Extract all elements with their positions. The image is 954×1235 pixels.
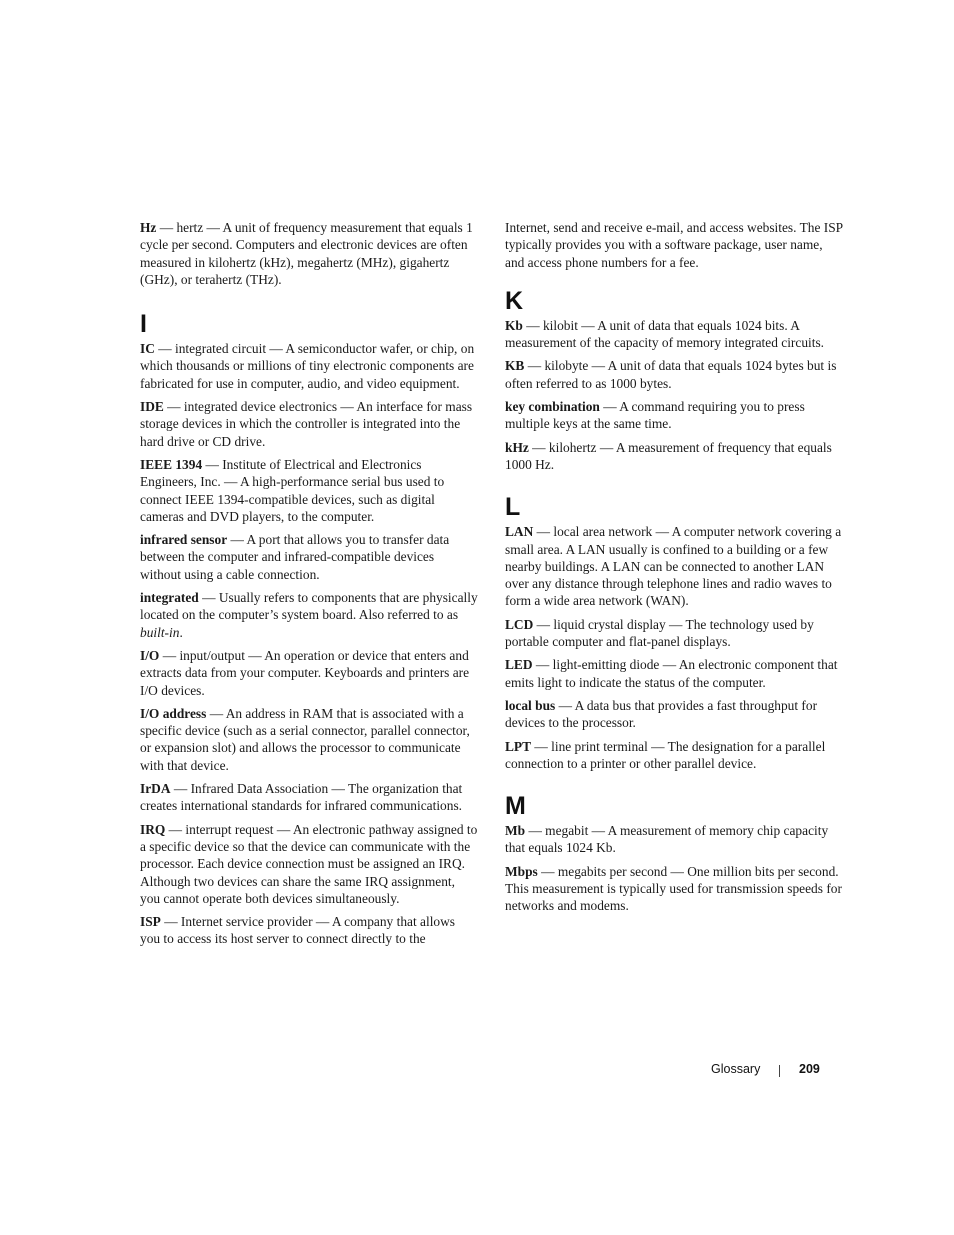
definition: — input/output — An operation or device that enters and extracts data from your computer. Keyboards and printers are I/O devices.: [140, 647, 470, 698]
term: LCD: [505, 616, 534, 632]
term: Kb: [505, 317, 523, 333]
definition: — kilohertz — A measurement of frequency that equals 1000 Hz.: [505, 439, 832, 472]
glossary-entry-led: [505, 656, 843, 691]
glossary-entry-lcd: [505, 616, 843, 651]
glossary-entry-key-combination: [505, 398, 843, 433]
definition: — light-emitting diode — An electronic component that emits light to indicate the status of the computer.: [505, 657, 838, 690]
glossary-entry-integrated: [140, 589, 478, 641]
term: KB: [505, 358, 525, 374]
term: Mb: [505, 823, 526, 839]
definition: — line print terminal — The designation for a parallel connection to a printer or other parallel device.: [505, 738, 826, 771]
glossary-entry-hz: [140, 219, 478, 288]
glossary-entry-mbps: [505, 863, 843, 915]
glossary-entry-io-address: [140, 705, 478, 774]
glossary-entry-irda: [140, 780, 478, 815]
term: Mbps: [505, 863, 538, 879]
definition-end: .: [179, 624, 183, 640]
left-column: [140, 219, 478, 954]
definition: — hertz — A unit of frequency measurement that equals 1 cycle per second. Computers and electronic devices are often measured in kilohertz (kHz), megahertz (MHz), gigahertz (GHz), or terahertz (THz).: [140, 220, 473, 287]
section-heading-l: L: [505, 493, 521, 522]
italic-term: built-in: [140, 624, 180, 640]
glossary-entry-ieee1394: [140, 456, 478, 525]
definition: — A data bus that provides a fast throughput for devices to the processor.: [505, 697, 818, 731]
footer-divider: [779, 1065, 780, 1077]
glossary-entry-khz: [505, 439, 843, 474]
definition: — Internet service provider — A company that allows you to access its host server to connect directly to the: [140, 914, 455, 947]
term: Hz: [140, 220, 157, 235]
definition: — integrated circuit — A semiconductor wafer, or chip, on which thousands or millions of tiny electronic components are fabricated for use in computer, audio, and video equipment.: [140, 341, 475, 391]
term: key combination: [505, 399, 600, 415]
footer-section-label: Glossary: [711, 1062, 761, 1076]
term: LPT: [505, 738, 532, 754]
term: LAN: [505, 524, 534, 540]
section-heading-k: K: [505, 286, 524, 315]
glossary-entry-infrared-sensor: [140, 531, 478, 583]
definition: — interrupt request — An electronic pathway assigned to a specific device so that the device can communicate with the processor. Each device connection must be assigned an IRQ. Although two devices can share the same IRQ assignment, you cannot operate both devices simultaneously.: [140, 821, 478, 906]
page-footer: [711, 1062, 831, 1076]
glossary-entry-lan: [505, 523, 843, 609]
page-number: 209: [799, 1062, 820, 1076]
glossary-entry-mb: [505, 822, 843, 857]
definition: — Usually refers to components that are physically located on the computer’s system board. Also referred to as: [140, 590, 478, 623]
glossary-entry-kbyte: [505, 357, 843, 392]
definition: — kilobyte — A unit of data that equals 1024 bytes but is often referred to as 1000 bytes.: [505, 358, 837, 391]
term: I/O: [140, 647, 160, 663]
section-heading-i: I: [140, 310, 147, 339]
glossary-entry-kb: [505, 317, 843, 352]
term: IEEE 1394: [140, 456, 203, 472]
definition: — A port that allows you to transfer data between the computer and infrared-compatible devices without using a cable connection.: [140, 532, 450, 582]
definition: — A command requiring you to press multiple keys at the same time.: [505, 399, 805, 432]
definition: — local area network — A computer network covering a small area. A LAN usually is confined to a building or a few nearby buildings. A LAN can be connected to another LAN over any distance through telephone lines and radio waves to form a wide area network (WAN).: [505, 524, 842, 609]
definition: — megabits per second — One million bits per second. This measurement is typically used for transmission speeds for networks and modems.: [505, 863, 842, 914]
term: local bus: [505, 697, 556, 713]
glossary-entry-ic: [140, 340, 478, 392]
glossary-entry-irq: [140, 821, 478, 907]
glossary-entry-isp: [140, 913, 478, 948]
glossary-entry-local-bus: [505, 697, 843, 732]
term: IC: [140, 341, 155, 357]
section-heading-m: M: [505, 792, 526, 821]
term: IrDA: [140, 781, 171, 797]
definition: — An address in RAM that is associated with a specific device (such as a serial connector, parallel connector, or expansion slot) and allows the processor to communicate with that device.: [140, 705, 470, 773]
term: IRQ: [140, 821, 166, 837]
glossary-entry-isp-continued: Internet, send and receive e-mail, and access websites. The ISP typically provides you with a software package, user name, and access phone numbers for a fee.: [505, 220, 843, 270]
right-column: [505, 219, 843, 921]
term: ISP: [140, 914, 161, 930]
glossary-entry-io: [140, 647, 478, 699]
term: kHz: [505, 439, 529, 455]
term: integrated: [140, 590, 199, 606]
definition: — integrated device electronics — An interface for mass storage devices in which the controller is integrated into the hard drive or CD drive.: [140, 399, 473, 449]
term: infrared sensor: [140, 532, 228, 548]
definition: — Institute of Electrical and Electronics Engineers, Inc. — A high-performance serial bus used to connect IEEE 1394-compatible devices, such as digital cameras and DVD players, to the computer.: [140, 456, 445, 524]
definition: — liquid crystal display — The technology used by portable computer and flat-panel displays.: [505, 616, 814, 650]
term: IDE: [140, 399, 164, 415]
definition: — megabit — A measurement of memory chip capacity that equals 1024 Kb.: [505, 823, 829, 856]
definition: — kilobit — A unit of data that equals 1024 bits. A measurement of the capacity of memory integrated circuits.: [505, 317, 825, 351]
definition: — Infrared Data Association — The organization that creates international standards for infrared communications.: [140, 781, 463, 814]
glossary-entry-lpt: [505, 738, 843, 773]
term: LED: [505, 657, 533, 673]
term: I/O address: [140, 705, 207, 721]
glossary-entry-ide: [140, 398, 478, 450]
